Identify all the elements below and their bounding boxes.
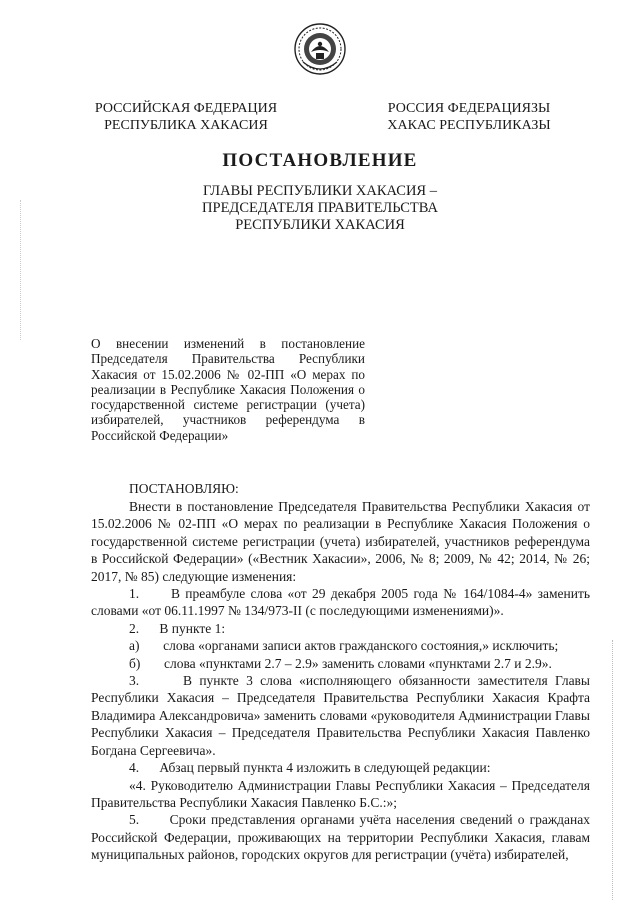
item-text: Абзац первый пункта 4 изложить в следующей редакции: — [159, 760, 491, 776]
item-text: В преамбуле слова «от 29 декабря 2005 года № 164/1084-4» заменить словами «от 06.11.1997 № 134/973-II (с последующими изменениями)». — [91, 586, 591, 619]
item-number: 5. — [129, 812, 140, 828]
item-text: В пункте 1: — [159, 620, 226, 636]
item-number: б) — [129, 655, 141, 671]
item-number: 1. — [129, 586, 140, 602]
decree-word: ПОСТАНОВЛЯЮ: — [129, 481, 239, 496]
list-item — [91, 777, 590, 812]
subtitle-line: РЕСПУБЛИКИ ХАКАСИЯ — [235, 217, 405, 233]
list-item — [91, 655, 590, 672]
list-item — [91, 637, 590, 654]
subtitle-line: ГЛАВЫ РЕСПУБЛИКИ ХАКАСИЯ – — [203, 183, 437, 199]
header-left-line1: РОССИЙСКАЯ ФЕДЕРАЦИЯ — [94, 101, 278, 116]
header-left — [91, 100, 281, 134]
header-right-line2: ХАКАС РЕСПУБЛИКАЗЫ — [387, 118, 551, 133]
item-text: В пункте 3 слова «исполняющего обязанности заместителя Главы Республики Хакасия – Председателя Правительства Республики Хакасия Крафта Владимира Александровича» заменить словами «руководителя Администрации Главы Республики Хакасия – Председателя Правительства Республики Хакасия Павленко Богдана Сергеевича». — [91, 673, 591, 758]
item-number: 3. — [129, 673, 140, 689]
document-subtitle — [150, 183, 490, 234]
intro-paragraph: Внести в постановление Председателя Правительства Республики Хакасия от 15.02.2006 № 02-ПП «О мерах по реализации в Республике Хакасия Положения о государственной системе регистрации (учета) избирателей, участников референдума в Российской Федерации» («Вестник Хакасии», 2006, № 8; 2009, № 42; 2014, № 26; 2017, № 85) следующие изменения: — [91, 499, 590, 584]
item-text: «4. Руководителю Администрации Главы Республики Хакасия – Председателя Правительства Республики Хакасия Павленко Б.С.:»; — [91, 777, 590, 810]
list-item — [91, 811, 590, 863]
item-text: Сроки представления органами учёта населения сведений о гражданах Российской Федерации, проживающих на территории Республики Хакасия, главам муниципальных районов, городских округов для регистрации (учёта) избирателей, — [91, 812, 591, 863]
item-number: 2. — [129, 620, 140, 636]
document-title: ПОСТАНОВЛЕНИЕ — [222, 150, 418, 171]
item-text: слова «пунктами 2.7 – 2.9» заменить словами «пунктами 2.7 и 2.9». — [164, 655, 552, 671]
scan-edge-mark — [20, 200, 22, 340]
item-number: 4. — [129, 760, 140, 776]
header-left-line2: РЕСПУБЛИКА ХАКАСИЯ — [104, 118, 268, 133]
coat-of-arms-icon — [293, 22, 347, 76]
subtitle-line: ПРЕДСЕДАТЕЛЯ ПРАВИТЕЛЬСТВА — [202, 200, 438, 216]
document-body — [91, 498, 590, 864]
header-right-line1: РОССИЯ ФЕДЕРАЦИЯЗЫ — [387, 101, 551, 116]
scan-edge-mark — [612, 640, 614, 900]
document-subject: О внесении изменений в постановление Председателя Правительства Республики Хакасия от 15.02.2006 № 02-ПП «О мерах по реализации в Республике Хакасия Положения о государственной системе регистрации (учета) избирателей, участников референдума в Российской Федерации» — [91, 336, 365, 443]
list-item — [91, 759, 590, 776]
item-text: слова «органами записи актов гражданского состояния,» исключить; — [163, 638, 559, 654]
list-item — [91, 620, 590, 637]
list-item — [91, 672, 590, 759]
list-item — [91, 585, 590, 620]
header-right — [384, 100, 554, 134]
item-number: а) — [129, 638, 140, 654]
